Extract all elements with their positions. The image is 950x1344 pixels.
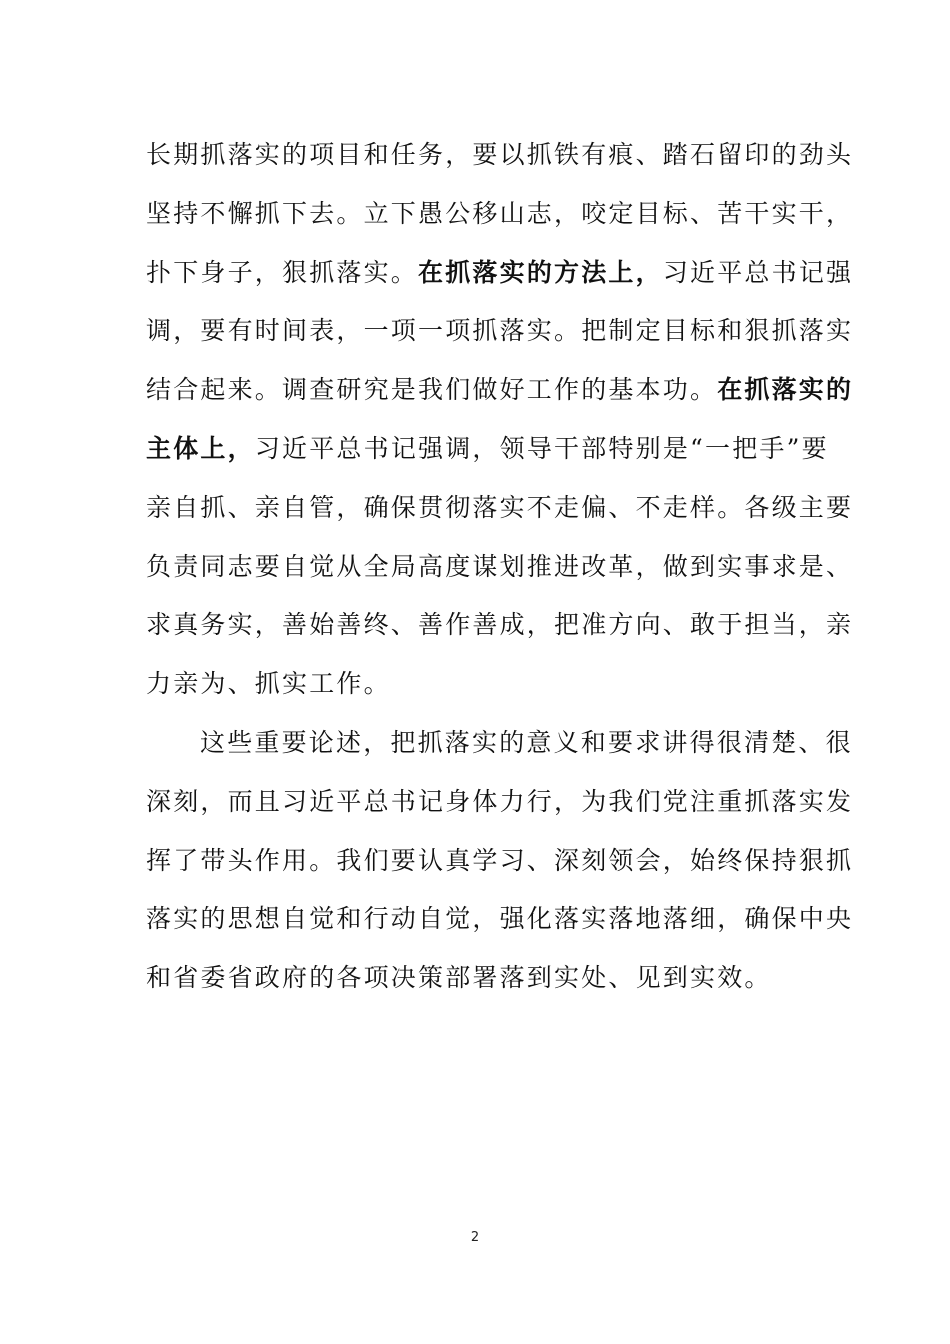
bold-heading-phrase: 在抓落实的方法上， bbox=[418, 257, 663, 287]
body-text bbox=[146, 126, 854, 1008]
text-line: 深刻，而且习近平总书记身体力行，为我们党注重抓落实发 bbox=[146, 786, 854, 816]
text-run: 扑下身子，狠抓落实。 bbox=[146, 257, 419, 287]
text-line: 负责同志要自觉从全局高度谋划推进改革，做到实事求是、 bbox=[146, 551, 854, 581]
bold-heading-phrase: 在抓落实的 bbox=[717, 375, 854, 405]
text-run: 习近平总书记强调，领导干部特别是“一把手”要 bbox=[254, 433, 829, 463]
text-line: 力亲为、抓实工作。 bbox=[146, 669, 391, 699]
text-line bbox=[146, 361, 854, 420]
text-run: 结合起来。调查研究是我们做好工作的基本功。 bbox=[146, 375, 718, 405]
paragraph-first-line: 这些重要论述，把抓落实的意义和要求讲得很清楚、很 bbox=[200, 727, 853, 757]
page-number: 2 bbox=[470, 1230, 480, 1245]
text-run: 习近平总书记强 bbox=[662, 257, 854, 287]
text-line: 求真务实，善始善终、善作善成，把准方向、敢于担当，亲 bbox=[146, 610, 854, 640]
text-line bbox=[146, 420, 829, 479]
text-line: 挥了带头作用。我们要认真学习、深刻领会，始终保持狠抓 bbox=[146, 845, 854, 875]
text-line: 亲自抓、亲自管，确保贯彻落实不走偏、不走样。各级主要 bbox=[146, 492, 854, 522]
text-line: 调，要有时间表，一项一项抓落实。把制定目标和狠抓落实 bbox=[146, 316, 854, 346]
text-line bbox=[146, 244, 854, 303]
text-line: 和省委省政府的各项决策部署落到实处、见到实效。 bbox=[146, 963, 772, 993]
bold-heading-phrase: 主体上， bbox=[146, 433, 255, 463]
text-line: 坚持不懈抓下去。立下愚公移山志，咬定目标、苦干实干， bbox=[146, 198, 854, 228]
text-line: 长期抓落实的项目和任务，要以抓铁有痕、踏石留印的劲头 bbox=[146, 140, 854, 169]
text-line: 落实的思想自觉和行动自觉，强化落实落地落细，确保中央 bbox=[146, 904, 854, 934]
